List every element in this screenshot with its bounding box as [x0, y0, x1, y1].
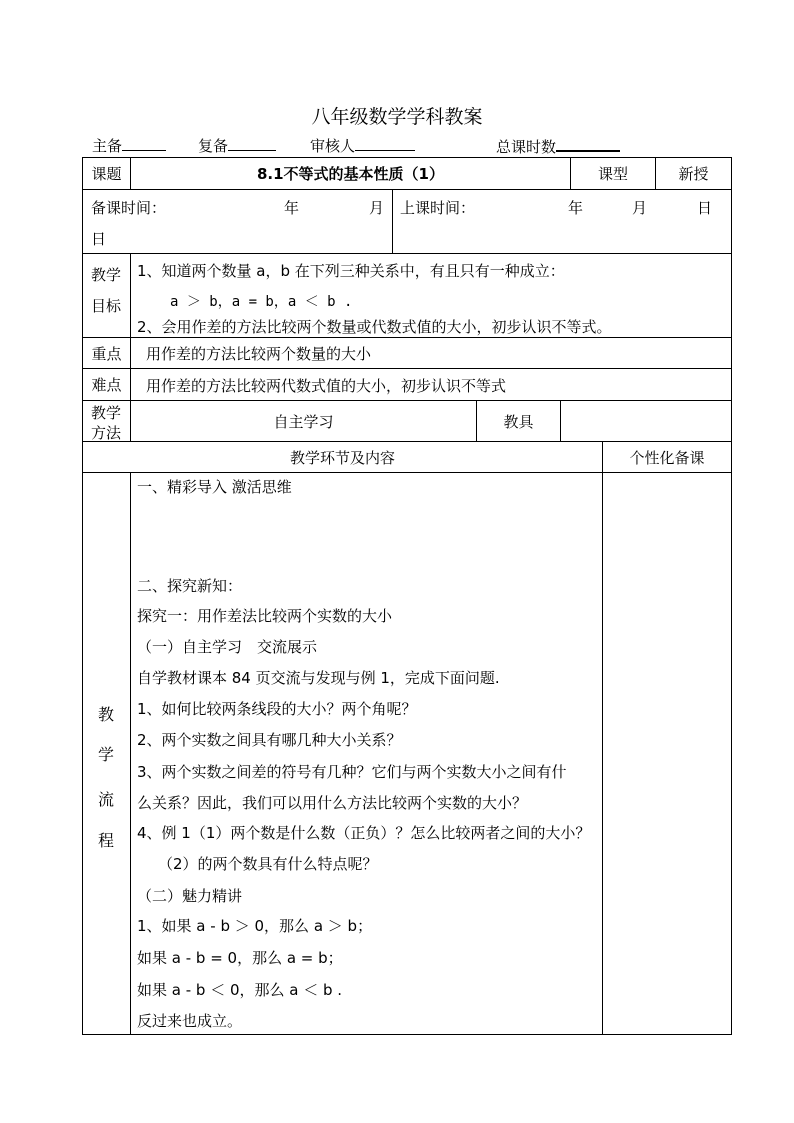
class-time-label: 上课时间： [400, 199, 476, 217]
flow-line: 探究一：用作差法比较两个实数的大小 [137, 607, 393, 625]
table-line [82, 253, 732, 254]
class-day: 日 [697, 199, 713, 217]
table-border-left [82, 157, 83, 1035]
prep-time-label: 备课时间： [91, 199, 167, 217]
section-header-personal: 个性化备课 [629, 448, 705, 467]
meta-zongkeshishu-blank[interactable] [556, 135, 620, 152]
flow-line: 反过来也成立。 [137, 1012, 243, 1030]
key-point-label: 重点 [91, 344, 122, 363]
meta-shenheren-label: 审核人 [310, 137, 356, 155]
flow-line: 1、如何比较两条线段的大小？两个角呢？ [137, 700, 417, 718]
meta-fubei-blank[interactable] [228, 135, 276, 151]
meta-zhubei-blank[interactable] [122, 135, 166, 151]
goals-label-2: 目标 [91, 297, 122, 315]
teaching-tools-label: 教具 [503, 412, 534, 431]
flow-side-char: 学 [98, 745, 115, 764]
flow-line: （一）自主学习 交流展示 [137, 638, 318, 656]
lesson-type-label: 课型 [597, 165, 628, 183]
meta-shenheren [310, 135, 415, 156]
flow-line: 2、两个实数之间具有哪几种大小关系？ [137, 731, 402, 749]
document-title: 八年级数学学科教案 [311, 106, 483, 128]
meta-zhubei [92, 135, 166, 156]
key-point-text: 用作差的方法比较两个数量的大小 [146, 345, 372, 363]
flow-line: 自学教材课本 84 页交流与发现与例 1，完成下面问题. [137, 669, 500, 687]
flow-line: 一、精彩导入 激活思维 [137, 478, 292, 496]
method-label-1: 教学 [91, 404, 122, 422]
lesson-type-value: 新授 [678, 165, 709, 183]
goal-line-3: 2、会用作差的方法比较两个数量或代数式值的大小，初步认识不等式。 [137, 318, 612, 336]
meta-fubei-label: 复备 [198, 137, 229, 155]
section-header-content: 教学环节及内容 [289, 448, 395, 467]
goal-line-2: a ＞ b，a = b，a ＜ b . [170, 294, 353, 310]
goal-line-1: 1、知道两个数量 a，b 在下列三种关系中，有且只有一种成立： [137, 262, 565, 280]
method-label-2: 方法 [91, 424, 122, 442]
prep-year: 年 [284, 199, 300, 217]
meta-zongkeshishu-label: 总课时数 [496, 138, 557, 156]
table-line [82, 472, 732, 473]
flow-side-char: 流 [98, 790, 115, 809]
flow-line: 么关系？因此，我们可以用什么方法比较两个实数的大小？ [137, 794, 528, 812]
flow-line: 如果 a - b ＜ 0，那么 a ＜ b . [137, 981, 343, 999]
meta-shenheren-blank[interactable] [355, 135, 415, 151]
table-line [560, 400, 561, 441]
table-line [130, 472, 131, 1034]
flow-line: 3、两个实数之间差的符号有几种？它们与两个实数大小之间有什 [137, 763, 567, 781]
meta-fubei [198, 135, 276, 156]
table-line [82, 368, 732, 369]
table-border-bottom [82, 1034, 732, 1035]
flow-line: 如果 a - b = 0，那么 a = b； [137, 949, 343, 967]
flow-line: 二、探究新知： [137, 577, 243, 595]
table-line [602, 441, 603, 1034]
prep-day: 日 [91, 230, 107, 248]
topic-label: 课题 [91, 165, 122, 183]
flow-line: （2）的两个数具有什么特点呢？ [158, 855, 378, 873]
flow-line: （二）魅力精讲 [137, 887, 243, 905]
class-month: 月 [632, 199, 648, 217]
flow-line: 1、如果 a - b ＞ 0，那么 a ＞ b； [137, 917, 373, 935]
table-line [392, 189, 393, 253]
flow-side-char: 教 [98, 705, 115, 724]
table-line [82, 337, 732, 338]
flow-side-char: 程 [98, 831, 115, 850]
meta-zhubei-label: 主备 [92, 137, 123, 155]
method-value: 自主学习 [273, 412, 334, 431]
flow-line: 4、例 1（1）两个数是什么数（正负）？怎么比较两者之间的大小？ [137, 824, 591, 842]
prep-month: 月 [369, 199, 385, 217]
lesson-topic: 8.1不等式的基本性质（1） [256, 165, 444, 183]
meta-zongkeshishu [496, 135, 620, 157]
class-year: 年 [568, 199, 584, 217]
difficulty-label: 难点 [91, 376, 122, 394]
goals-label-1: 教学 [91, 266, 122, 284]
difficulty-text: 用作差的方法比较两代数式值的大小，初步认识不等式 [146, 377, 507, 395]
table-border-right [731, 157, 732, 1035]
table-line [82, 189, 732, 190]
